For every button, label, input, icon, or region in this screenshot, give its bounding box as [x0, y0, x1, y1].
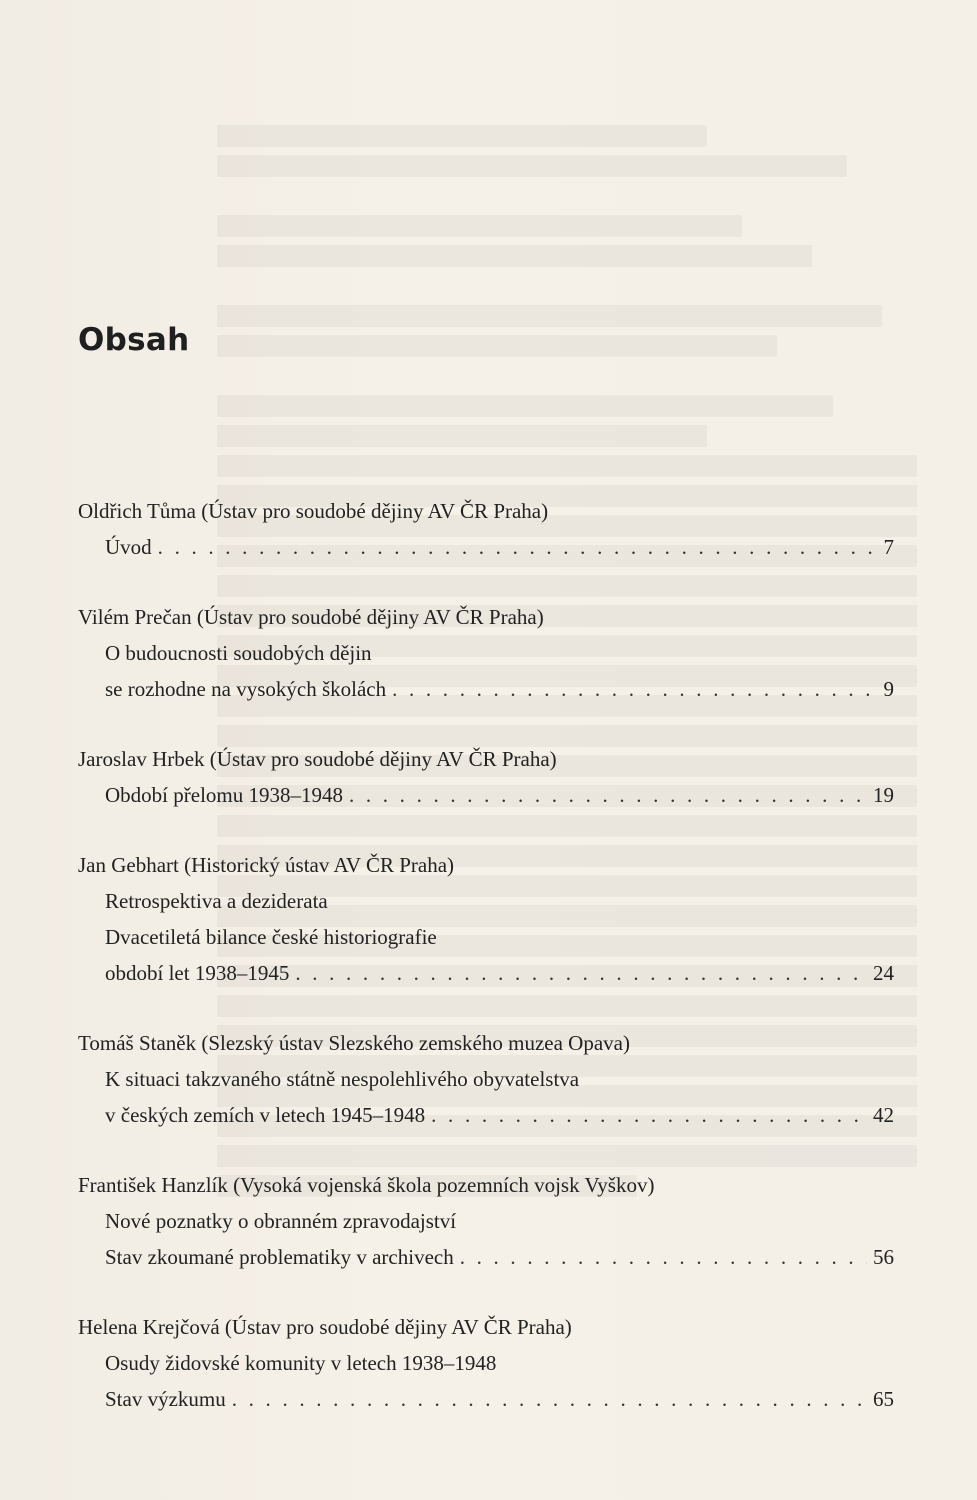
toc-entry-title-text: Stav zkoumané problematiky v archivech: [105, 1245, 454, 1269]
toc-entry: [78, 493, 894, 565]
toc-entry-title-text: období let 1938–1945: [105, 961, 290, 985]
toc-entry-author: Vilém Prečan (Ústav pro soudobé dějiny AV ČR Praha): [78, 605, 544, 629]
toc-entry-page-number: 24: [873, 961, 894, 985]
toc-entry-title-line: Osudy židovské komunity v letech 1938–1948: [105, 1351, 497, 1375]
toc-entry-page-number: 7: [883, 535, 894, 559]
table-of-contents: [78, 493, 894, 1451]
toc-entry-page-number: 42: [873, 1103, 894, 1127]
toc-entry-author: Helena Krejčová (Ústav pro soudobé dějiny AV ČR Praha): [78, 1315, 572, 1339]
toc-entry-title-line: [78, 1097, 894, 1133]
dot-leader: [460, 1239, 867, 1275]
dot-leader: [349, 777, 867, 813]
toc-entry-author: Jan Gebhart (Historický ústav AV ČR Praha): [78, 853, 455, 877]
toc-entry-title-text: se rozhodne na vysokých školách: [105, 677, 387, 701]
dot-leader: [431, 1097, 867, 1133]
toc-entry-page-number: 19: [873, 783, 894, 807]
toc-entry-page-number: 56: [873, 1245, 894, 1269]
toc-entry-title-line: [78, 955, 894, 991]
toc-entry-title-line: [78, 777, 894, 813]
toc-entry-page-number: 65: [873, 1387, 894, 1411]
toc-entry-title-line: Dvacetiletá bilance české historiografie: [105, 925, 437, 949]
dot-leader: [232, 1381, 867, 1417]
toc-entry-title-line: O budoucnosti soudobých dějin: [105, 641, 372, 665]
dot-leader: [295, 955, 867, 991]
toc-entry-title-line: [78, 1239, 894, 1275]
toc-entry-title-text: Období přelomu 1938–1948: [105, 783, 343, 807]
dot-leader: [158, 529, 878, 565]
toc-entry-title-line: [78, 1381, 894, 1417]
toc-entry-author: Oldřich Tůma (Ústav pro soudobé dějiny AV ČR Praha): [78, 499, 549, 523]
toc-entry: [78, 847, 894, 991]
toc-entry-title-line: Nové poznatky o obranném zpravodajství: [105, 1209, 457, 1233]
toc-entry-author: Tomáš Staněk (Slezský ústav Slezského zemského muzea Opava): [78, 1031, 630, 1055]
toc-entry: [78, 599, 894, 707]
toc-entry-title-text: Úvod: [105, 535, 152, 559]
toc-entry-title-line: K situaci takzvaného státně nespolehlivého obyvatelstva: [105, 1067, 580, 1091]
toc-entry-title-text: v českých zemích v letech 1945–1948: [105, 1103, 426, 1127]
toc-entry-title-line: [78, 671, 894, 707]
toc-entry-page-number: 9: [883, 677, 894, 701]
toc-entry-title-text: Stav výzkumu: [105, 1387, 226, 1411]
toc-entry: [78, 1025, 894, 1133]
toc-entry: [78, 1167, 894, 1275]
toc-entry-author: František Hanzlík (Vysoká vojenská škola pozemních vojsk Vyškov): [78, 1173, 655, 1197]
toc-entry-title-line: Retrospektiva a deziderata: [105, 889, 328, 913]
dot-leader: [392, 671, 877, 707]
toc-entry-title-line: [78, 529, 894, 565]
toc-entry: [78, 1309, 894, 1417]
toc-heading: Obsah: [78, 322, 190, 358]
toc-entry: [78, 741, 894, 813]
toc-entry-author: Jaroslav Hrbek (Ústav pro soudobé dějiny AV ČR Praha): [78, 747, 557, 771]
